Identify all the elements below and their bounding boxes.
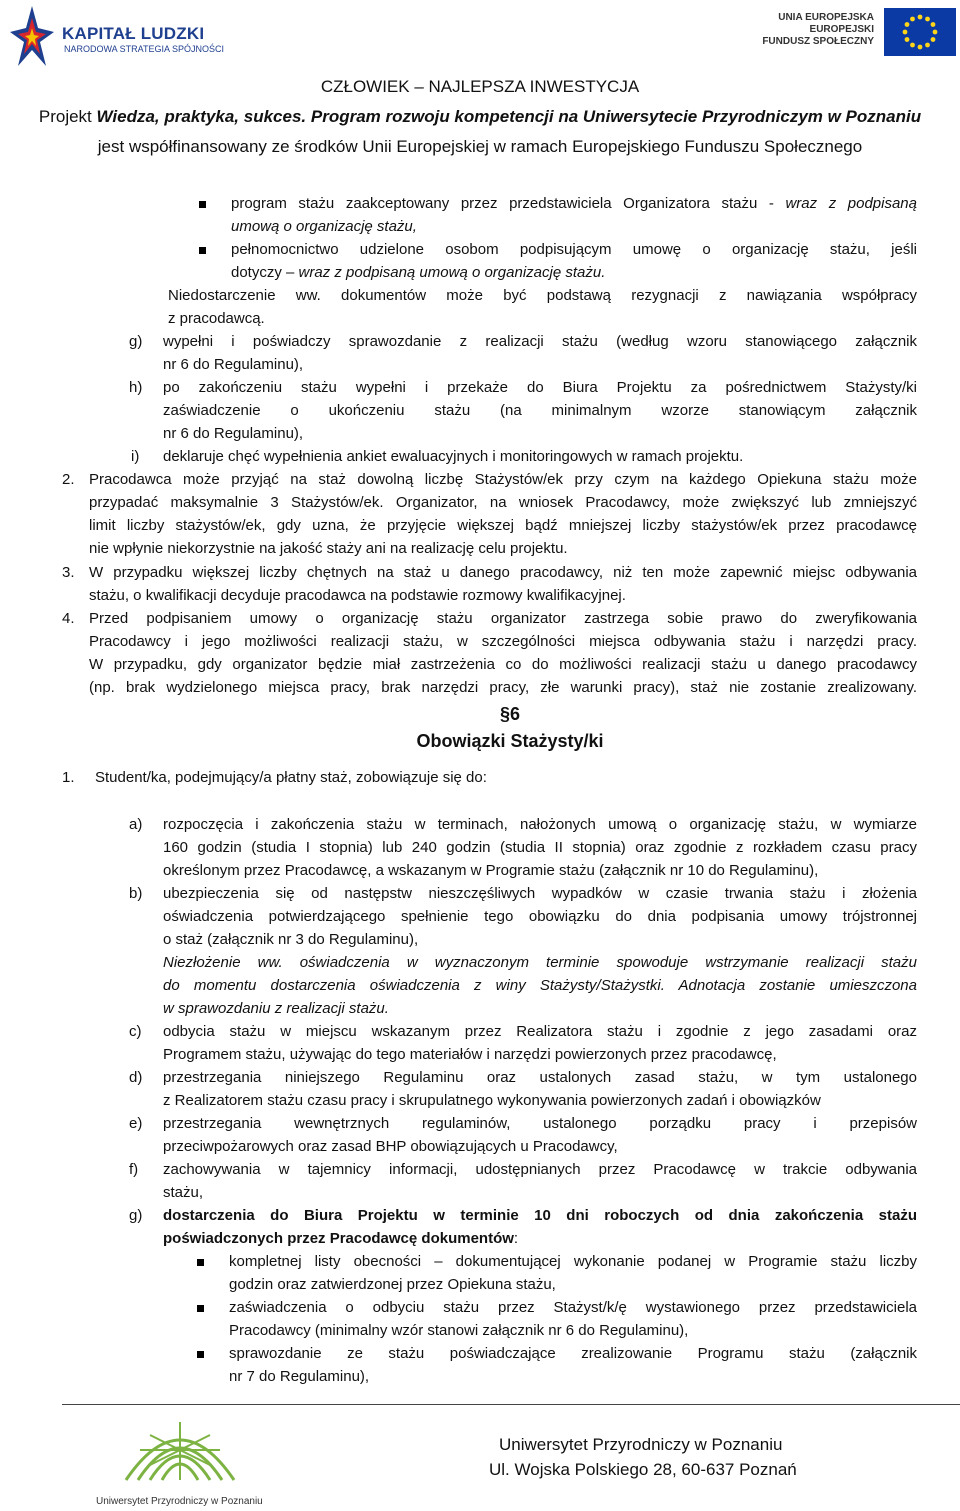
duty-a-line1: rozpoczęcia i zakończenia stażu w terminach, nałożonych umową o organizację stażu, w wymiarze — [163, 816, 917, 833]
footer-address: Ul. Wojska Polskiego 28, 60-637 Poznań — [489, 1460, 797, 1479]
duty-b-line2: oświadczenia potwierdzającego spełnienie tego obowiązku do dnia podpisania umowy trójstronnej — [163, 908, 917, 925]
duty-g-marker: g) — [129, 1207, 143, 1224]
para-3-line1: W przypadku większej liczby chętnych na staż u danego pracodawcy, niż ten może zapewnić miejsc odbywania — [89, 564, 917, 581]
project-name: Wiedza, praktyka, sukces. Program rozwoju kompetencji na Uniwersytecie Przyrodniczym w Poznaniu — [96, 107, 922, 126]
duty-a-line3: określonym przez Pracodawcę, a wskazanym w Programie stażu (załącznik nr 10 do Regulaminu), — [163, 862, 819, 879]
eu-flag-icon — [884, 8, 956, 56]
para-4-marker: 4. — [62, 610, 75, 627]
bullet-square-icon — [199, 201, 206, 208]
duty-b-note-line1: Niezłożenie ww. oświadczenia w wyznaczonym terminie spowoduje wstrzymanie realizacji stażu — [163, 954, 917, 971]
section-title: Obowiązki Stażysty/ki — [416, 731, 604, 751]
bullet-square-icon — [197, 1351, 204, 1358]
header-motto: CZŁOWIEK – NAJLEPSZA INWESTYCJA — [320, 77, 640, 96]
item-h-line2: zaświadczenie o ukończeniu stażu (na minimalnym wzorze stanowiącym załącznik — [163, 402, 917, 419]
doc-bullet-2-line1: zaświadczenia o odbyciu stażu przez Stażyst/k/ę wystawionego przez przedstawiciela — [229, 1299, 917, 1316]
duty-b-marker: b) — [129, 885, 143, 902]
para-2-line4: nie wpłynie niekorzystnie na jakość staży ani na realizację celu projektu. — [89, 540, 568, 557]
para-4-line2: Pracodawcy i jego możliwości realizacji stażu, w szczególności miejsca odbywania stażu i narzędzi pracy. — [89, 633, 917, 650]
duty-f-line1: zachowywania w tajemnicy informacji, udostępnianych przez Pracodawcę w trakcie odbywania — [163, 1161, 917, 1178]
intro-text: Student/ka, podejmujący/a płatny staż, zobowiązuje się do: — [95, 769, 487, 786]
eu-logo-line1: UNIA EUROPEJSKA — [778, 12, 874, 23]
duty-c-line1: odbycia stażu w miejscu wskazanym przez Realizatora stażu i zgodnie z jego zasadami oraz — [163, 1023, 917, 1040]
kapital-ludzki-star-icon — [8, 4, 56, 68]
duty-e-marker: e) — [129, 1115, 143, 1132]
bullet-square-icon — [199, 247, 206, 254]
duty-g-line2: poświadczonych przez Pracodawcę dokumentów: — [163, 1230, 519, 1247]
duty-b-line1: ubezpieczenia się od następstw nieszczęśliwych wypadków w czasie trwania stażu i złożenia — [163, 885, 917, 902]
duty-e-line1: przestrzegania wewnętrznych regulaminów, ustalonego porządku pracy i przepisów — [163, 1115, 917, 1132]
eu-logo-line2: EUROPEJSKI — [809, 24, 874, 35]
nondelivery-line1: Niedostarczenie ww. dokumentów może być podstawą rezygnacji z nawiązania współpracy — [168, 287, 917, 304]
para-2-marker: 2. — [62, 471, 75, 488]
university-logo — [82, 1410, 272, 1510]
doc-bullet-1-line1: kompletnej listy obecności – dokumentującej wykonanie podanej w Programie stażu liczby — [229, 1253, 917, 1270]
duty-d-line1: przestrzegania niniejszego Regulaminu oraz ustalonych zasad stażu, w tym ustalonego — [163, 1069, 917, 1086]
top-bullet-2-line1: pełnomocnictwo udzielone osobom podpisującym umowę o organizację stażu, jeśli — [231, 241, 917, 258]
kapital-ludzki-subtitle: NARODOWA STRATEGIA SPÓJNOŚCI — [64, 44, 225, 54]
para-4-line1: Przed podpisaniem umowy o organizację stażu organizator zastrzega sobie prawo do zweryfikowania — [89, 610, 917, 627]
project-prefix: Projekt — [38, 107, 97, 126]
duty-f-marker: f) — [129, 1161, 139, 1178]
para-2-line3: limit liczby stażystów/ek, gdy uzna, że przyjęcie większej bądź mniejszej liczby stażystów/ek przez pracodawcę — [89, 517, 917, 534]
footer-divider — [62, 1404, 960, 1405]
item-h-line1: po zakończeniu stażu wypełni i przekaże do Biura Projektu za pośrednictwem Stażysty/ki — [163, 379, 917, 396]
item-g-marker: g) — [129, 333, 143, 350]
para-3-marker: 3. — [62, 564, 75, 581]
duty-g-line1: dostarczenia do Biura Projektu w terminie 10 dni roboczych od dnia zakończenia stażu — [163, 1207, 917, 1224]
item-i-line1: deklaruje chęć wypełnienia ankiet ewaluacyjnych i monitoringowych w ramach projektu. — [163, 448, 744, 465]
para-3-line2: stażu, o kwalifikacji decyduje pracodawca na podstawie rozmowy kwalifikacyjnej. — [89, 587, 626, 604]
bullet-square-icon — [197, 1305, 204, 1312]
doc-bullet-3-line2: nr 7 do Regulaminu), — [229, 1368, 370, 1385]
para-2-line2: przypadać maksymalnie 3 Stażystów/ek. Organizator, na wniosek Pracodawcy, może zwiększyć lub zmniejszyć — [89, 494, 917, 511]
item-g-line2: nr 6 do Regulaminu), — [163, 356, 304, 373]
section-number: §6 — [499, 704, 521, 724]
eu-efs-logo — [762, 8, 956, 58]
duty-d-marker: d) — [129, 1069, 143, 1086]
item-h-marker: h) — [129, 379, 143, 396]
duty-f-line2: stażu, — [163, 1184, 204, 1201]
top-bullet-2-line2: dotyczy – wraz z podpisaną umową o organizację stażu. — [231, 264, 606, 281]
item-g-line1: wypełni i poświadczy sprawozdanie z realizacji stażu (według wzoru stanowiącego załącznik — [163, 333, 917, 350]
footer-university-name: Uniwersytet Przyrodniczy w Poznaniu — [499, 1435, 783, 1454]
doc-bullet-1-line2: godzin oraz zatwierdzonej przez Opiekuna stażu, — [229, 1276, 556, 1293]
nondelivery-line2: z pracodawcą. — [168, 310, 265, 327]
para-4-line4: (np. brak wydzielonego miejsca pracy, brak narzędzi pracy, złe warunki pracy), staż nie zostanie zrealizowany. — [89, 679, 917, 696]
kapital-ludzki-logo — [8, 4, 225, 68]
duty-b-note-line3: w sprawozdaniu z realizacji stażu. — [163, 1000, 389, 1017]
doc-bullet-3-line1: sprawozdanie ze stażu poświadczające zrealizowanie Programu stażu (załącznik — [229, 1345, 917, 1362]
doc-bullet-2-line2: Pracodawcy (minimalny wzór stanowi załącznik nr 6 do Regulaminu), — [229, 1322, 689, 1339]
university-logo-mark-icon — [120, 1410, 240, 1494]
top-bullet-1-line1: program stażu zaakceptowany przez przedstawiciela Organizatora stażu - wraz z podpisaną — [231, 195, 917, 212]
duty-b-line3: o staż (załącznik nr 3 do Regulaminu), — [163, 931, 419, 948]
duty-e-line2: przeciwpożarowych oraz zasad BHP obowiązujących u Pracodawcy, — [163, 1138, 618, 1155]
item-h-line3: nr 6 do Regulaminu), — [163, 425, 304, 442]
duty-c-marker: c) — [129, 1023, 142, 1040]
para-2-line1: Pracodawca może przyjąć na staż dowolną liczbę Stażystów/ek przy czym na każdego Opiekuna stażu może — [89, 471, 917, 488]
eu-logo-line3: FUNDUSZ SPOŁECZNY — [762, 36, 874, 47]
duty-c-line2: Programem stażu, używając do tego materiałów i narzędzi powierzonych przez pracodawcę, — [163, 1046, 777, 1063]
duty-a-line2: 160 godzin (studia I stopnia) lub 240 godzin (studia II stopnia) oraz zgodnie z rozkładem czasu pracy — [163, 839, 917, 856]
para-4-line3: W przypadku, gdy organizator będzie miał zastrzeżenia co do możliwości realizacji stażu u danego pracodawcy — [89, 656, 917, 673]
duty-b-note-line2: do momentu dostarczenia oświadczenia z winy Stażysty/Stażystki. Adnotacja zostanie umieszczona — [163, 977, 917, 994]
duty-a-marker: a) — [129, 816, 143, 833]
intro-marker: 1. — [62, 769, 75, 786]
item-i-marker: i) — [131, 448, 140, 465]
top-bullet-1-line2: umową o organizację stażu, — [231, 218, 417, 235]
university-logo-caption: Uniwersytet Przyrodniczy w Poznaniu — [96, 1496, 263, 1507]
header-cofinanced: jest współfinansowany ze środków Unii Europejskiej w ramach Europejskiego Funduszu Społecznego — [97, 137, 863, 156]
duty-d-line2: z Realizatorem stażu czasu pracy i skrupulatnego wykonywania powierzonych zadań i obowiązków — [163, 1092, 821, 1109]
bullet-square-icon — [197, 1259, 204, 1266]
kapital-ludzki-title: KAPITAŁ LUDZKI — [62, 24, 205, 43]
header-project-line — [0, 107, 960, 127]
